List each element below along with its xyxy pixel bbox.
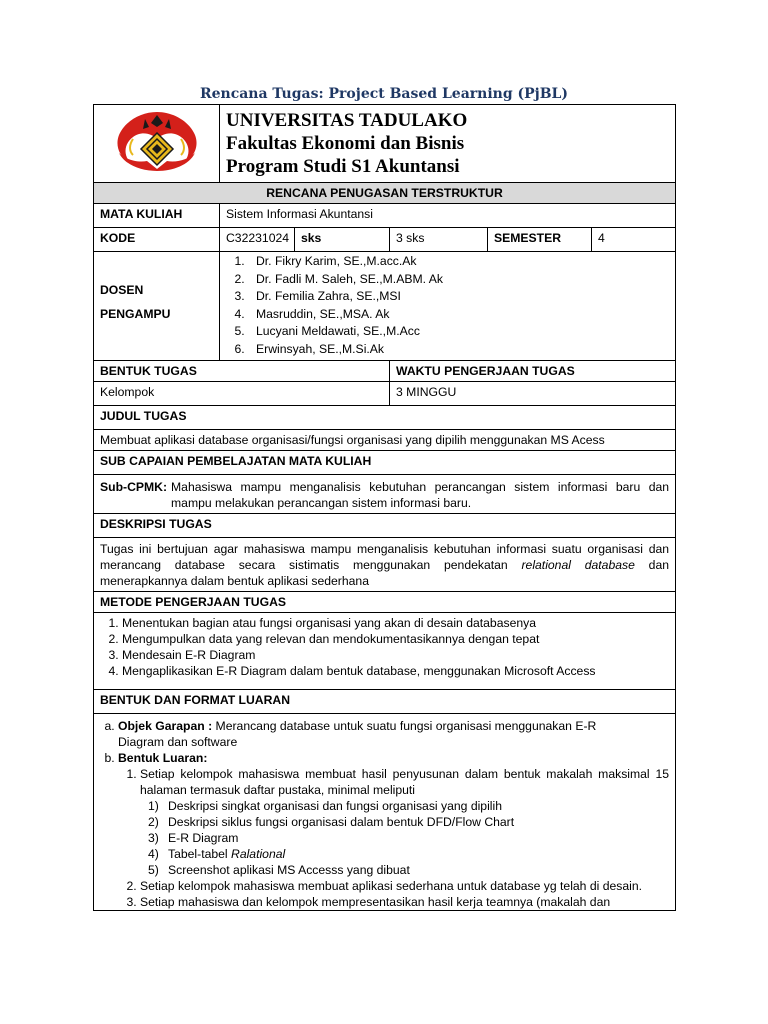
university-name: UNIVERSITAS TADULAKO [226,110,468,131]
sub-cpmk-text: Mahasiswa mampu menganalisis kebutuhan perancangan sistem informasi baru dan mampu melakukan perancangan sistem informasi baru. [171,479,670,510]
output-cell [94,713,676,910]
semester-label: SEMESTER [488,228,592,252]
course-value: Sistem Informasi Akuntansi [220,204,676,228]
sks-label: sks [295,228,390,252]
sub-cpmk-cell [94,474,676,513]
logo-cell [94,105,220,183]
lecturers-label-line2: PENGAMPU [100,307,171,321]
object-label: Objek Garapan : [118,718,213,733]
time-label: WAKTU PENGERJAAN TUGAS [390,360,676,381]
output-form-list [118,766,669,910]
lecturer-list [226,253,669,359]
method-cell [94,612,676,689]
task-title-label: JUDUL TUGAS [94,405,676,429]
sub-cpmk-label: SUB CAPAIAN PEMBELAJATAN MATA KULIAH [94,450,676,474]
institution-cell [220,105,676,183]
lecturers-label-line1: DOSEN [100,283,144,297]
output-sub-item: 3) E-R Diagram [148,830,239,845]
task-form-label: BENTUK TUGAS [94,360,390,381]
description-label: DESKRIPSI TUGAS [94,513,676,537]
output-sub-item: 2) Deskripsi siklus fungsi organisasi dalam bentuk DFD/Flow Chart [148,814,515,829]
method-step: 2. Mengumpulkan data yang relevan dan mendokumentasikannya dengan tepat [122,631,669,647]
output-sub-item: 4) Tabel-tabel Ralational [148,846,286,861]
description-italic: relational database [521,557,635,572]
sub-cpmk-prefix: Sub-CPMK: [100,479,168,494]
sks-value: 3 sks [390,228,488,252]
assignment-plan-table [93,104,676,911]
code-value: C32231024 [220,228,295,252]
output-form-item [118,750,669,910]
page-title: Rencana Tugas: Project Based Learning (PjBL) [199,86,569,102]
lecturer-item: 3. Dr. Femilia Zahra, SE.,MSI [248,288,669,306]
output-item-1: 1. Setiap kelompok mahasiswa membuat hasil penyusunan dalam bentuk makalah maksimal 15 halaman termasuk daftar pustaka, minimal meliputi 1) Deskripsi singkat organisasi dan fungsi organisasi yang dipilih 2) Deskripsi siklus fungsi organisasi dalam bentuk DFD/Flow Chart 3) E-R Diagram 4) Tabel-tabel Ralational 5) Screenshot aplikasi MS Accesss yang dibuat [140,766,669,878]
code-label: KODE [94,228,220,252]
method-label: METODE PENGERJAAN TUGAS [94,591,676,612]
task-form-value: Kelompok [94,381,390,405]
output-object-item [118,718,669,750]
method-step: 3. Mendesain E-R Diagram [122,647,669,663]
method-step: 4. Mengaplikasikan E-R Diagram dalam bentuk database, menggunakan Microsoft Access [122,663,669,679]
output-label: BENTUK DAN FORMAT LUARAN [94,689,676,713]
output-sub-item: 1) Deskripsi singkat organisasi dan fungsi organisasi yang dipilih [148,798,502,813]
form-label: Bentuk Luaran: [118,750,208,765]
semester-value: 4 [592,228,676,252]
lecturer-item: 6. Erwinsyah, SE.,M.Si.Ak [248,341,669,359]
lecturer-item: 1. Dr. Fikry Karim, SE.,M.acc.Ak [248,253,669,271]
description-cell [94,537,676,591]
time-value: 3 MINGGU [390,381,676,405]
lecturers-label [94,252,220,361]
object-text: Merancang database untuk suatu fungsi organisasi menggunakan E-R Diagram dan software [118,718,597,749]
output-sub-item: 5) Screenshot aplikasi MS Accesss yang dibuat [148,862,410,877]
description-text-end: dan menerapkannya dalam bentuk aplikasi sederhana [100,557,670,588]
lecturer-item: 4. Masruddin, SE.,MSA. Ak [248,306,669,324]
header-row [94,105,676,183]
method-list [100,615,669,679]
output-list [100,718,669,910]
task-title-value: Membuat aplikasi database organisasi/fungsi organisasi yang dipilih menggunakan MS Acess [94,429,676,450]
output-item-2: 2. Setiap kelompok mahasiswa membuat aplikasi sederhana untuk database yg telah di desain. [140,878,669,894]
course-label: MATA KULIAH [94,204,220,228]
lecturer-item: 2. Dr. Fadli M. Saleh, SE.,M.ABM. Ak [248,271,669,289]
faculty-name: Fakultas Ekonomi dan Bisnis [226,133,465,154]
lecturer-item: 5. Lucyani Meldawati, SE.,M.Acc [248,323,669,341]
section-title: RENCANA PENUGASAN TERSTRUKTUR [94,183,676,204]
output-item-3: 3. Setiap mahasiswa dan kelompok mempresentasikan hasil kerja teamnya (makalah dan [140,894,669,910]
program-name: Program Studi S1 Akuntansi [226,156,460,177]
university-emblem-icon [111,109,203,175]
description-text: Tugas ini bertujuan agar mahasiswa mampu menganalisis kebutuhan informasi suatu organisasi dan merancang database secara sistimatis menggunakan pendekatan [100,541,670,572]
method-step: 1. Menentukan bagian atau fungsi organisasi yang akan di desain databasenya [122,615,669,631]
output-sub-list [140,798,669,878]
lecturers-cell [220,252,676,361]
